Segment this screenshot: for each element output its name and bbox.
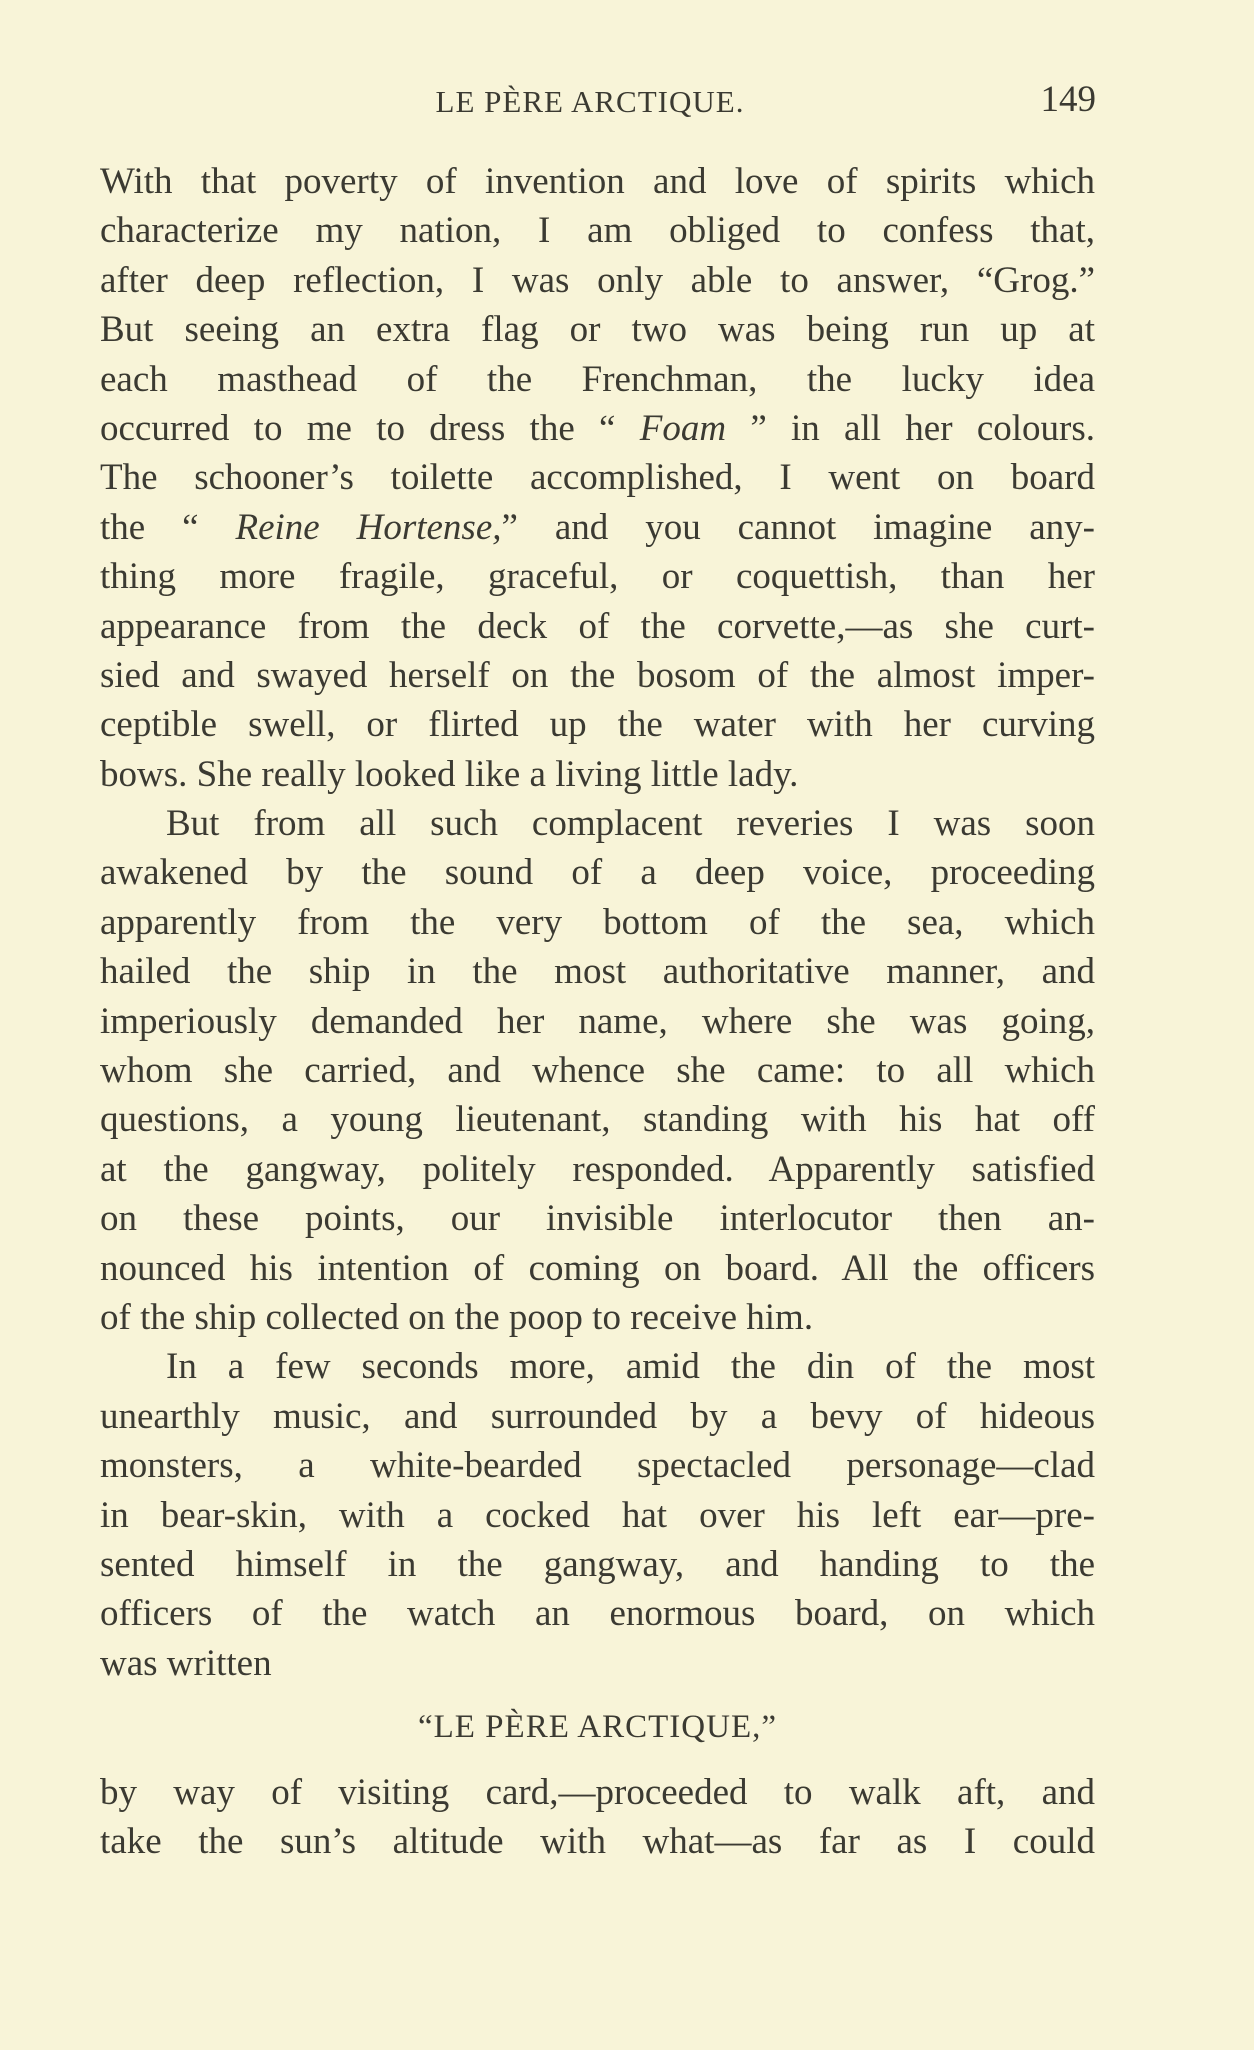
text-run: in bear-skin, with a cocked hat over his left ear—pre-: [100, 1494, 1095, 1536]
text-run: In a few seconds more, amid the din of the most: [166, 1346, 1095, 1388]
text-line: [100, 1768, 1095, 1817]
text-run: unearthly music, and surrounded by a bevy of hideous: [100, 1395, 1095, 1437]
text-run: each masthead of the Frenchman, the lucky idea: [100, 358, 1095, 400]
text-line: [100, 1046, 1095, 1095]
text-run: But from all such complacent reveries I was soon: [166, 803, 1095, 845]
text-run: officers of the watch an enormous board, on which: [100, 1593, 1095, 1635]
body-text: [100, 157, 1095, 1866]
text-line: [100, 799, 1095, 848]
text-line: [100, 305, 1095, 354]
running-title: LE PÈRE ARCTIQUE.: [435, 84, 745, 119]
text-run: whom she carried, and whence she came: to all which: [100, 1050, 1095, 1092]
text-run: occurred to me to dress the “: [100, 407, 640, 449]
text-line: [100, 602, 1095, 651]
text-run: the “: [100, 506, 236, 548]
text-run: sied and swayed herself on the bosom of the almost imper-: [100, 654, 1095, 696]
text-line: [100, 1244, 1095, 1293]
text-run: take the sun’s altitude with what—as far as I could: [100, 1820, 1095, 1862]
centered-inscription: [100, 1703, 1095, 1752]
text-line: [100, 1441, 1095, 1490]
text-line: [100, 848, 1095, 897]
text-run: questions, a young lieutenant, standing with his hat off: [100, 1099, 1095, 1141]
italic-ship-name: Foam: [639, 407, 727, 449]
text-run: thing more fragile, graceful, or coquettish, than her: [100, 556, 1095, 598]
text-line: [100, 206, 1095, 255]
text-run: sented himself in the gangway, and handing to the: [100, 1543, 1095, 1585]
text-line: [100, 1194, 1095, 1243]
text-run: after deep reflection, I was only able to answer, “Grog.”: [100, 259, 1095, 301]
text-line: [100, 651, 1095, 700]
text-line: [100, 157, 1095, 206]
text-run: bows. She really looked like a living little lady.: [100, 753, 799, 795]
text-run: ceptible swell, or flirted up the water with her curving: [100, 704, 1095, 746]
text-run: monsters, a white-bearded spectacled personage—clad: [100, 1445, 1095, 1487]
text-line: [100, 1095, 1095, 1144]
text-line: [100, 552, 1095, 601]
text-run: by way of visiting card,—proceeded to walk aft, and: [100, 1771, 1095, 1813]
text-line: [100, 256, 1095, 305]
text-run: But seeing an extra flag or two was being run up at: [100, 309, 1095, 351]
text-line: [100, 503, 1095, 552]
text-line: [100, 1293, 1095, 1342]
text-line: [100, 453, 1095, 502]
text-line: [100, 1491, 1095, 1540]
text-run: apparently from the very bottom of the sea, which: [100, 901, 1095, 943]
text-run: at the gangway, politely responded. Apparently satisfied: [100, 1148, 1095, 1190]
text-run: ” and you cannot imagine any-: [501, 506, 1096, 548]
text-run: characterize my nation, I am obliged to confess that,: [100, 210, 1095, 252]
text-run: imperiously demanded her name, where she was going,: [100, 1000, 1095, 1042]
text-line: [100, 404, 1095, 453]
text-run: awakened by the sound of a deep voice, proceeding: [100, 852, 1095, 894]
text-run: ” in all her colours.: [726, 407, 1095, 449]
text-run: appearance from the deck of the corvette,—as she curt-: [100, 605, 1095, 647]
text-line: [100, 750, 1095, 799]
text-line: [100, 700, 1095, 749]
text-line: [100, 1817, 1095, 1866]
text-line: [100, 355, 1095, 404]
text-line: [100, 947, 1095, 996]
text-line: [100, 1342, 1095, 1391]
text-line: [100, 1540, 1095, 1589]
text-run: of the ship collected on the poop to receive him.: [100, 1296, 814, 1338]
text-line: [100, 997, 1095, 1046]
text-run: nounced his intention of coming on board. All the officers: [100, 1247, 1095, 1289]
text-run: With that poverty of invention and love of spirits which: [100, 161, 1095, 202]
text-line: [100, 1392, 1095, 1441]
text-run: was written: [100, 1642, 272, 1684]
italic-ship-name: Reine Hortense,: [235, 506, 502, 548]
text-run: “LE PÈRE ARCTIQUE,”: [417, 1709, 778, 1746]
text-line: [100, 1589, 1095, 1638]
text-line: [100, 1145, 1095, 1194]
text-run: The schooner’s toilette accomplished, I went on board: [100, 457, 1095, 499]
text-run: on these points, our invisible interlocutor then an-: [100, 1198, 1095, 1240]
text-run: hailed the ship in the most authoritative manner, and: [100, 951, 1095, 993]
text-line: [100, 898, 1095, 947]
text-line: [100, 1639, 1095, 1688]
page-number: 149: [1040, 79, 1096, 120]
